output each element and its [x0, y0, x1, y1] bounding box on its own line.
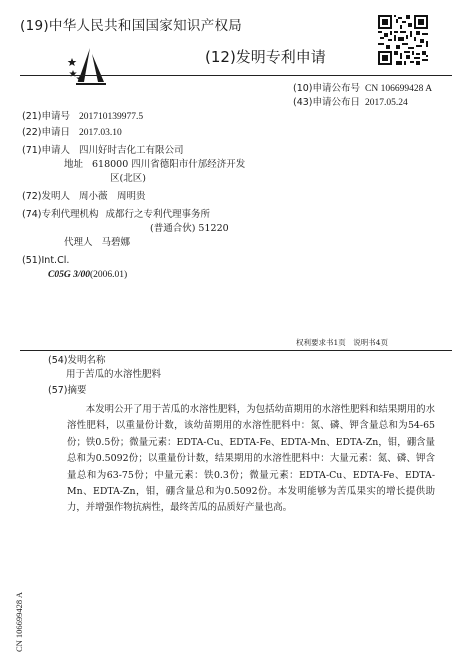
address-line-2: 区(北区) [110, 173, 146, 184]
document-type-title: (12)发明专利申请 [205, 48, 326, 66]
agency-label: (74)专利代理机构 [22, 209, 99, 220]
side-publication-id: CN 106699428 A [14, 592, 24, 652]
application-number-row [22, 110, 143, 124]
publication-number-row [293, 80, 432, 94]
inventor-value: 周小薇 周明贵 [79, 191, 146, 202]
intcl-label: (51)Int.Cl. [22, 255, 70, 266]
section-rule [20, 350, 452, 351]
agent-value: 马碧娜 [101, 237, 131, 248]
agency-line-1: 成都行之专利代理事务所 [105, 209, 211, 220]
publication-date-row [293, 94, 408, 108]
filing-date-label: (22)申请日 [22, 127, 71, 138]
abstract-text: 本发明公开了用于苦瓜的水溶性肥料，为包括幼苗期用的水溶性肥料和结果期用的水溶性肥料，以重量份计数，该幼苗期用的水溶性肥料中：氮、磷、钾含量总和为54-65份；铁0.5份；微量元素：EDTA-Cu、EDTA-Fe、EDTA-Mn、EDTA-Zn，钼，硼含量总和为0.5092份；以重量份计数，结果期用的水溶性肥料中：大量元素：氮、磷、钾含量总和为63-75份；中量元素：铁0.3份；微量元素：EDTA-Cu、EDTA-Fe、EDTA-Mn、EDTA-Zn，钼，硼含量总和为0.5092份。本发明能够为苦瓜果实的增长提供助力，并增强作物抗病性，最终苦瓜的品质好产量也高。 [67, 404, 435, 514]
applicant-value: 四川好时吉化工有限公司 [79, 145, 184, 156]
abstract-body [67, 402, 435, 517]
inventor-label: (72)发明人 [22, 191, 71, 202]
issuing-office: (19)中华人民共和国国家知识产权局 [20, 18, 243, 34]
applicant-label: (71)申请人 [22, 145, 71, 156]
intcl-row [48, 268, 127, 282]
invention-title: 用于苦瓜的水溶性肥料 [66, 369, 162, 380]
publication-number-value: CN 106699428 A [365, 84, 433, 94]
filing-date-row [22, 126, 122, 140]
publication-date-value: 2017.05.24 [365, 98, 408, 108]
qr-code-icon [378, 15, 428, 65]
address-label: 地址 [64, 159, 84, 170]
application-number-value: 201710139977.5 [79, 112, 144, 122]
applicant-row [22, 144, 184, 157]
inventor-row [22, 190, 146, 203]
filing-date-value: 2017.03.10 [79, 128, 122, 138]
agency-line-2: (普通合伙) 51220 [150, 223, 229, 234]
agency-row [22, 208, 210, 221]
header-rule [20, 75, 452, 76]
application-number-label: (21)申请号 [22, 111, 71, 122]
intcl-code: C05G 3/00 [48, 270, 90, 280]
publication-date-label: (43)申请公布日 [293, 97, 361, 108]
agent-label: 代理人 [64, 237, 93, 248]
publication-number-label: (10)申请公布号 [293, 83, 361, 94]
intcl-year: (2006.01) [89, 270, 128, 280]
sipo-emblem-icon [66, 48, 112, 88]
page-counts: 权利要求书1页 说明书4页 [296, 338, 389, 347]
title-label: (54)发明名称 [48, 355, 106, 366]
address-line-1: 618000 四川省德阳市什邡经济开发 [92, 159, 246, 170]
agent-row [64, 236, 130, 249]
abstract-label: (57)摘要 [48, 385, 87, 396]
